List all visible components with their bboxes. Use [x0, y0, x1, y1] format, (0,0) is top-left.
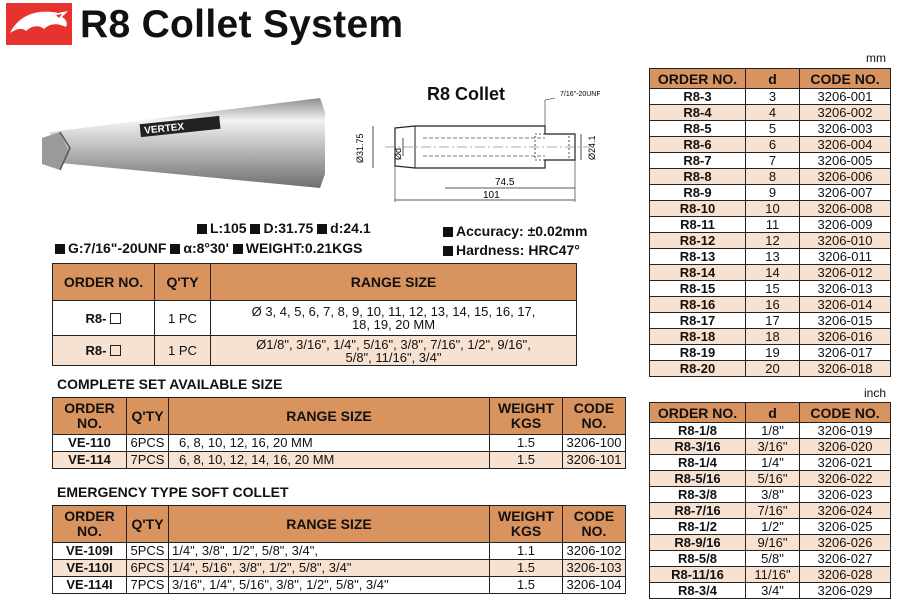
- col-order-no: ORDER NO.: [650, 403, 746, 423]
- d-cell: 1/8": [746, 423, 800, 439]
- order-no-cell: R8-4: [650, 105, 746, 121]
- col-range-size: RANGE SIZE: [169, 398, 490, 435]
- table-row: [650, 137, 891, 153]
- table-row: [650, 471, 891, 487]
- spec-line-1: L:105 D:31.75 d:24.1: [197, 220, 371, 236]
- col-weight: WEIGHT KGS: [490, 506, 563, 543]
- table-row: [650, 201, 891, 217]
- table-row: VE-114I 7PCS 3/16", 1/4", 5/16", 3/8", 1/2", 5/8", 3/4" 1.5 3206-104: [53, 577, 626, 594]
- table-row: VE-109I 5PCS 1/4", 3/8", 1/2", 5/8", 3/4", 1.1 3206-102: [53, 543, 626, 560]
- spec-accuracy: Accuracy: ±0.02mm: [443, 223, 587, 239]
- table-row: [650, 423, 891, 439]
- range-cell: Ø1/8", 3/16", 1/4", 5/16", 3/8", 7/16", 1/2", 9/16", 5/8", 11/16", 3/4": [211, 336, 577, 366]
- order-no-cell: R8-16: [650, 297, 746, 313]
- vertex-logo-text: VERTEX: [143, 121, 185, 137]
- code-no-cell: 3206-026: [800, 535, 891, 551]
- order-no-cell: R8-3/16: [650, 439, 746, 455]
- code-no-cell: 3206-016: [800, 329, 891, 345]
- checkbox-icon: [110, 345, 121, 356]
- complete-set-table: [52, 397, 626, 469]
- code-no-cell: 3206-023: [800, 487, 891, 503]
- d-cell: 8: [746, 169, 800, 185]
- d-cell: 3/8": [746, 487, 800, 503]
- emergency-table: [52, 505, 626, 594]
- order-no-cell: R8-1/2: [650, 519, 746, 535]
- table-row: [650, 535, 891, 551]
- dim-outer-diameter: Ø31.75: [355, 133, 365, 163]
- table-row: [650, 519, 891, 535]
- table-row: [650, 265, 891, 281]
- code-no-cell: 3206-002: [800, 105, 891, 121]
- table-row: [650, 297, 891, 313]
- d-cell: 20: [746, 361, 800, 377]
- code-no-cell: 3206-014: [800, 297, 891, 313]
- col-order-no: ORDER NO.: [53, 506, 127, 543]
- code-no-cell: 3206-015: [800, 313, 891, 329]
- col-range-size: RANGE SIZE: [211, 264, 577, 301]
- spec-hardness: Hardness: HRC47°: [443, 242, 580, 258]
- table-row: [650, 455, 891, 471]
- table-row: [53, 301, 577, 336]
- table-row: [650, 153, 891, 169]
- dim-length-total: 101: [483, 190, 500, 201]
- d-cell: 7/16": [746, 503, 800, 519]
- d-cell: 19: [746, 345, 800, 361]
- code-no-cell: 3206-003: [800, 121, 891, 137]
- order-no-cell: R8-20: [650, 361, 746, 377]
- checkbox-icon: [110, 313, 121, 324]
- code-no-cell: 3206-011: [800, 249, 891, 265]
- d-cell: 14: [746, 265, 800, 281]
- code-no-cell: 3206-006: [800, 169, 891, 185]
- page-title: R8 Collet System: [80, 3, 404, 46]
- code-no-cell: 3206-018: [800, 361, 891, 377]
- d-cell: 17: [746, 313, 800, 329]
- code-no-cell: 3206-013: [800, 281, 891, 297]
- d-cell: 16: [746, 297, 800, 313]
- table-row: [650, 487, 891, 503]
- order-no-cell: R8-12: [650, 233, 746, 249]
- table-row: [650, 281, 891, 297]
- d-cell: 1/2": [746, 519, 800, 535]
- order-no-cell: R8-5: [650, 121, 746, 137]
- table-row: [650, 329, 891, 345]
- order-no-cell: R8-5/8: [650, 551, 746, 567]
- d-cell: 9: [746, 185, 800, 201]
- table-row: VE-110I 6PCS 1/4", 5/16", 3/8", 1/2", 5/8", 3/4" 1.5 3206-103: [53, 560, 626, 577]
- inch-order-table: [649, 402, 891, 599]
- col-qty: Q'TY: [127, 506, 169, 543]
- order-no-cell: R8-3/8: [650, 487, 746, 503]
- order-no-cell: R8-7: [650, 153, 746, 169]
- code-no-cell: 3206-009: [800, 217, 891, 233]
- table-row: [650, 89, 891, 105]
- table-row: [650, 503, 891, 519]
- table-row: [650, 233, 891, 249]
- qty-cell: 1 PC: [155, 336, 211, 366]
- col-order-no: ORDER NO.: [53, 264, 155, 301]
- table-row: [650, 185, 891, 201]
- d-cell: 18: [746, 329, 800, 345]
- table-row: [650, 105, 891, 121]
- code-no-cell: 3206-024: [800, 503, 891, 519]
- dim-length-mid: 74.5: [495, 177, 515, 188]
- order-no-cell: R8-1/4: [650, 455, 746, 471]
- order-no-cell: R8-9/16: [650, 535, 746, 551]
- table-row: [650, 249, 891, 265]
- d-cell: 10: [746, 201, 800, 217]
- table-row: [650, 583, 891, 599]
- dim-bore-diameter: Ød: [393, 147, 403, 160]
- col-d: d: [746, 69, 800, 89]
- d-cell: 3: [746, 89, 800, 105]
- thread-callout: 7/16"-20UNF: [560, 91, 600, 98]
- mm-order-table: [649, 68, 891, 377]
- d-cell: 3/4": [746, 583, 800, 599]
- d-cell: 12: [746, 233, 800, 249]
- emergency-heading: EMERGENCY TYPE SOFT COLLET: [57, 484, 289, 500]
- order-no-cell: R8-1/8: [650, 423, 746, 439]
- d-cell: 3/16": [746, 439, 800, 455]
- table-row: [650, 313, 891, 329]
- d-cell: 13: [746, 249, 800, 265]
- table-row: VE-114 7PCS 6, 8, 10, 12, 14, 16, 20 MM 1.5 3206-101: [53, 452, 626, 469]
- order-cell: R8-: [53, 336, 155, 366]
- mm-unit-label: mm: [866, 51, 886, 65]
- code-no-cell: 3206-010: [800, 233, 891, 249]
- order-no-cell: R8-6: [650, 137, 746, 153]
- code-no-cell: 3206-019: [800, 423, 891, 439]
- d-cell: 11: [746, 217, 800, 233]
- code-no-cell: 3206-004: [800, 137, 891, 153]
- range-cell: Ø 3, 4, 5, 6, 7, 8, 9, 10, 11, 12, 13, 14, 15, 16, 17, 18, 19, 20 MM: [211, 301, 577, 336]
- code-no-cell: 3206-027: [800, 551, 891, 567]
- order-no-cell: R8-11: [650, 217, 746, 233]
- table-row: VE-110 6PCS 6, 8, 10, 12, 16, 20 MM 1.5 3206-100: [53, 435, 626, 452]
- col-d: d: [746, 403, 800, 423]
- col-order-no: ORDER NO.: [53, 398, 127, 435]
- order-no-cell: R8-18: [650, 329, 746, 345]
- d-cell: 4: [746, 105, 800, 121]
- dim-inner-diameter: Ø24.1: [587, 135, 597, 160]
- code-no-cell: 3206-020: [800, 439, 891, 455]
- table-row: [650, 345, 891, 361]
- d-cell: 5/8": [746, 551, 800, 567]
- col-order-no: ORDER NO.: [650, 69, 746, 89]
- table-row: [650, 121, 891, 137]
- col-code-no: CODE NO.: [563, 398, 626, 435]
- col-code-no: CODE NO.: [563, 506, 626, 543]
- code-no-cell: 3206-007: [800, 185, 891, 201]
- code-no-cell: 3206-012: [800, 265, 891, 281]
- order-no-cell: R8-7/16: [650, 503, 746, 519]
- col-code-no: CODE NO.: [800, 69, 891, 89]
- d-cell: 1/4": [746, 455, 800, 471]
- order-cell: R8-: [53, 301, 155, 336]
- code-no-cell: 3206-005: [800, 153, 891, 169]
- d-cell: 5/16": [746, 471, 800, 487]
- table-row: [53, 336, 577, 366]
- code-no-cell: 3206-008: [800, 201, 891, 217]
- code-no-cell: 3206-021: [800, 455, 891, 471]
- d-cell: 15: [746, 281, 800, 297]
- order-no-cell: R8-19: [650, 345, 746, 361]
- order-no-cell: R8-5/16: [650, 471, 746, 487]
- code-no-cell: 3206-029: [800, 583, 891, 599]
- code-no-cell: 3206-028: [800, 567, 891, 583]
- col-weight: WEIGHT KGS: [490, 398, 563, 435]
- d-cell: 5: [746, 121, 800, 137]
- table-row: [650, 217, 891, 233]
- order-table: [52, 263, 577, 366]
- d-cell: 9/16": [746, 535, 800, 551]
- order-no-cell: R8-3/4: [650, 583, 746, 599]
- complete-set-heading: COMPLETE SET AVAILABLE SIZE: [57, 376, 283, 392]
- col-range-size: RANGE SIZE: [169, 506, 490, 543]
- code-no-cell: 3206-001: [800, 89, 891, 105]
- inch-unit-label: inch: [864, 386, 887, 400]
- order-no-cell: R8-3: [650, 89, 746, 105]
- diagram-title: R8 Collet: [427, 84, 506, 104]
- table-row: [650, 567, 891, 583]
- code-no-cell: 3206-017: [800, 345, 891, 361]
- order-no-cell: R8-15: [650, 281, 746, 297]
- code-no-cell: 3206-025: [800, 519, 891, 535]
- eagle-logo: [6, 3, 72, 45]
- order-no-cell: R8-14: [650, 265, 746, 281]
- table-row: [650, 169, 891, 185]
- table-row: [650, 551, 891, 567]
- col-qty: Q'TY: [155, 264, 211, 301]
- spec-line-2: G:7/16"-20UNF α:8°30' WEIGHT:0.21KGS: [55, 240, 363, 256]
- table-row: [650, 439, 891, 455]
- col-code-no: CODE NO.: [800, 403, 891, 423]
- d-cell: 11/16": [746, 567, 800, 583]
- d-cell: 7: [746, 153, 800, 169]
- order-no-cell: R8-13: [650, 249, 746, 265]
- order-no-cell: R8-17: [650, 313, 746, 329]
- collet-product-image: [40, 90, 330, 205]
- code-no-cell: 3206-022: [800, 471, 891, 487]
- table-row: [650, 361, 891, 377]
- collet-technical-drawing: [345, 88, 600, 206]
- col-qty: Q'TY: [127, 398, 169, 435]
- qty-cell: 1 PC: [155, 301, 211, 336]
- order-no-cell: R8-8: [650, 169, 746, 185]
- d-cell: 6: [746, 137, 800, 153]
- order-no-cell: R8-10: [650, 201, 746, 217]
- order-no-cell: R8-9: [650, 185, 746, 201]
- order-no-cell: R8-11/16: [650, 567, 746, 583]
